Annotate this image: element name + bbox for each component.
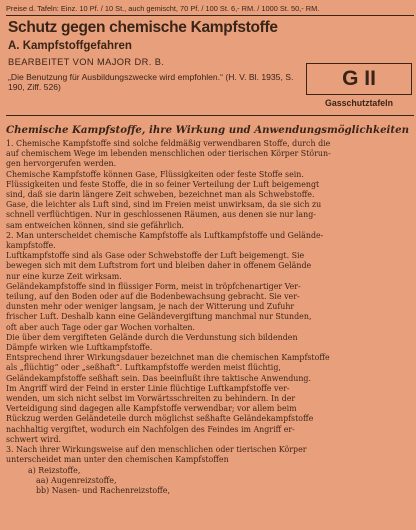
body-line: Chemische Kampfstoffe können Gase, Flüssigkeiten oder feste Stoffe sein. [6,169,304,179]
body-line: nur eine kurze Zeit wirksam. [6,271,122,281]
body-line: frischer Luft. Deshalb kann eine Geländevergiftung manchmal nur Stunden, [6,312,312,322]
body-line: Geländekampfstoffe sind in flüssiger Form, meist in tröpfchenartiger Ver- [6,281,301,291]
body-line: 3. Nach ihrer Wirkungsweise auf den menschlichen oder tierischen Körper [6,445,307,455]
price-line: Preise d. Tafeln: Einz. 10 Pf. / 10 St., auch gemischt, 70 Pf. / 100 St. 6,- RM. / 1000 St. 50,- RM. [6,4,320,13]
body-line: Im Angriff wird der Feind in erster Linie flüchtige Luftkampfstoffe ver- [6,383,290,393]
body-line: als „flüchtig“ oder „seßhaft“. Luftkampfstoffe werden meist flüchtig, [6,363,281,373]
recommendation-note: „Die Benutzung für Ausbildungszwecke wird empfohlen.“ (H. V. Bl. 1935, S. 190, Ziff. 526) [8,72,294,92]
body-line: schwert wird. [6,434,62,444]
author-line: BEARBEITET VON MAJOR DR. B. [8,57,165,67]
body-line: oft aber auch Tage oder gar Wochen vorhalten. [6,322,196,332]
sheet-subtitle: A. Kampfstoffgefahren [8,40,132,52]
body-line: gen hervorgerufen werden. [6,159,117,169]
body-line: nachhaltig vergiftet, wodurch ein Nachfolgen des Feindes im Angriff er- [6,424,295,434]
body-line: Dämpfe wirken wie Luftkampfstoffe. [6,343,153,353]
body-line: Entsprechend ihrer Wirkungsdauer bezeichnet man die chemischen Kampfstoffe [6,353,330,363]
body-line: Gase, die leichter als Luft sind, sind im Freien meist unwirksam, da sie sich zu [6,200,322,210]
section-heading: Chemische Kampfstoffe, ihre Wirkung und Anwendungsmöglichkeiten [6,124,410,136]
body-line: dunsten mehr oder weniger langsam, je nach der Witterung und Zufuhr [6,302,295,312]
body-line: wenden, um sich nicht selbst im Vorwärtsschreiten zu behindern. In der [6,394,296,404]
body-line: Geländekampfstoffe seßhaft sein. Das beeinflußt ihre taktische Anwendung. [6,373,311,383]
body-line: bewegen sich mit dem Luftstrom fort und bleiben daher in offenem Gelände [6,261,312,271]
body-line: unterscheidet man unter den chemischen Kampfstoffen [6,455,229,465]
body-line: 1. Chemische Kampfstoffe sind solche feldmäßig verwendbaren Stoffe, durch die [6,139,331,148]
body-line: Luftkampfstoffe sind als Gase oder Schwebstoffe der Luft beigemengt. Sie [6,251,305,261]
list-subitem: bb) Nasen- und Rachenreizstoffe, [36,485,170,495]
list-subitem: aa) Augenreizstoffe, [36,475,117,485]
body-line: sind, daß sie darin längere Zeit schweben, bezeichnet man als Schwebstoffe. [6,190,315,200]
body-line: schnell verflüchtigen. Nur in geschlossenen Räumen, aus denen sie nur lang- [6,210,316,220]
body-line: Die über dem vergifteten Gelände durch die Verdunstung sich bildenden [6,332,298,342]
body-text [6,139,412,496]
sheet-header [6,15,414,116]
body-line: sam entweichen können, sind sie gefährlich. [6,220,185,230]
body-line: Verteidigung sind dagegen alle Kampfstoffe verwendbar; vor allem beim [6,404,297,414]
body-line: teilung, auf den Boden oder auf die Bodenbewachsung gebracht. Sie ver- [6,292,300,302]
sheet-number-badge: G II [306,63,412,95]
body-line: kampfstoffe. [6,241,56,251]
body-line: Rückzug werden Geländeteile durch möglichst seßhafte Geländekampfstoffe [6,414,314,424]
list-item: a) Reizstoffe, [28,465,81,475]
sheet-title: Schutz gegen chemische Kampfstoffe [8,19,278,36]
body-line: Flüssigkeiten und feste Stoffe, die in so feiner Verteilung der Luft beigemengt [6,179,320,189]
series-label: Gasschutztafeln [325,98,393,108]
body-line: auf chemischem Wege im lebenden menschlichen oder tierischen Körper Störun- [6,149,331,159]
body-line: 2. Man unterscheidet chemische Kampfstoffe als Luftkampfstoffe und Gelände- [6,230,324,240]
